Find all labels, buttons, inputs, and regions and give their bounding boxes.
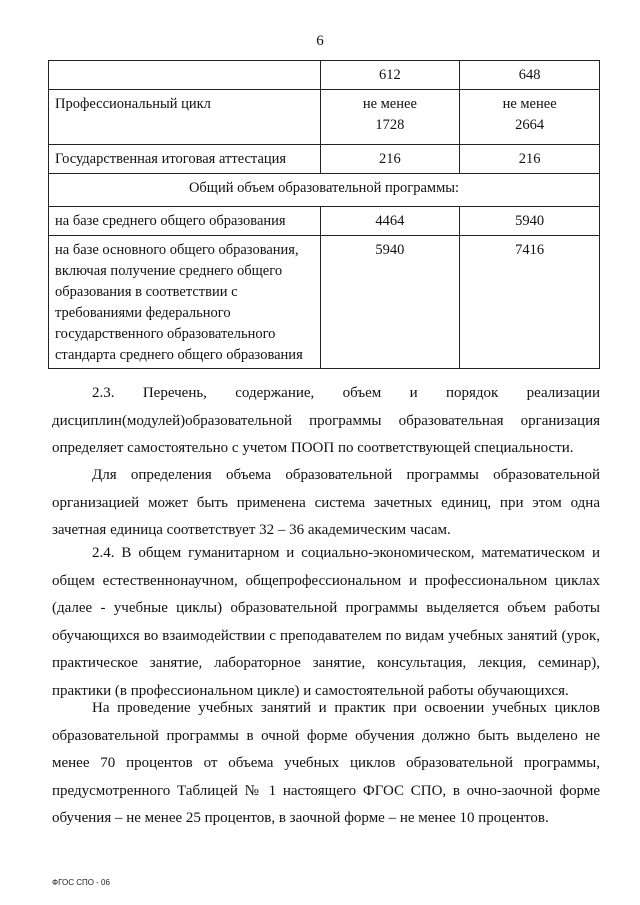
table-row <box>49 61 600 90</box>
table-section-heading: Общий объем образовательной программы: <box>49 174 600 207</box>
table-cell-label: Профессиональный цикл <box>49 90 321 145</box>
table-row <box>49 90 600 145</box>
page-number: 6 <box>316 33 324 49</box>
paragraph-2-4: 2.4. В общем гуманитарном и социально-экономическом, математическом и общем естественнонаучном, общепрофессиональном и профессиональном циклах (далее - учебные циклы) образовательной программы выделяется объем работы обучающихся во взаимодействии с преподавателем по видам учебных занятий (урок, практическое занятие, лабораторное занятие, консультация, лекция, семинар), практики (в профессиональном цикле) и самостоятельной работы обучающихся. <box>52 545 600 699</box>
table-cell-label: Государственная итоговая аттестация <box>49 145 321 174</box>
table-cell-value <box>460 90 600 145</box>
table-cell-label: на базе основного общего образования, включая получение среднего общего образования в соответствии с требованиями федерального государственного образовательного стандарта среднего общего образования <box>49 236 321 369</box>
table-cell-label: на базе среднего общего образования <box>49 207 321 236</box>
table-cell-value: 4464 <box>320 207 460 236</box>
table-cell-value: 216 <box>460 145 600 174</box>
value-text: не менее 2664 <box>502 96 557 133</box>
table-cell-value <box>320 90 460 145</box>
paragraph-2-3: 2.3. Перечень, содержание, объем и порядок реализации дисциплин(модулей)образовательной программы образовательная организация определяет самостоятельно с учетом ПООП по соответствующей специальности. <box>52 385 600 456</box>
table-cell-value: 7416 <box>460 236 600 369</box>
table-row <box>49 236 600 369</box>
table-row <box>49 174 600 207</box>
table-cell-label <box>49 61 321 90</box>
table-row <box>49 207 600 236</box>
table-cell-value: 216 <box>320 145 460 174</box>
table-cell-value: 5940 <box>320 236 460 369</box>
table-cell-value: 5940 <box>460 207 600 236</box>
table-row <box>49 145 600 174</box>
value-text: не менее 1728 <box>362 96 417 133</box>
footer-code: ФГОС СПО - 06 <box>52 878 110 887</box>
table-cell-value: 612 <box>320 61 460 90</box>
table-cell-value: 648 <box>460 61 600 90</box>
paragraph-credit-units: Для определения объема образовательной программы образовательной организацией может быть применена система зачетных единиц, при этом одна зачетная единица соответствует 32 – 36 академическим часам. <box>52 467 600 538</box>
hours-table <box>48 60 600 369</box>
paragraph-study-hours: На проведение учебных занятий и практик при освоении учебных циклов образовательной программы в очной форме обучения должно быть выделено не менее 70 процентов от объема учебных циклов образовательной программы, предусмотренного Таблицей № 1 настоящего ФГОС СПО, в очно-заочной форме обучения – не менее 25 процентов, в заочной форме – не менее 10 процентов. <box>52 700 600 826</box>
